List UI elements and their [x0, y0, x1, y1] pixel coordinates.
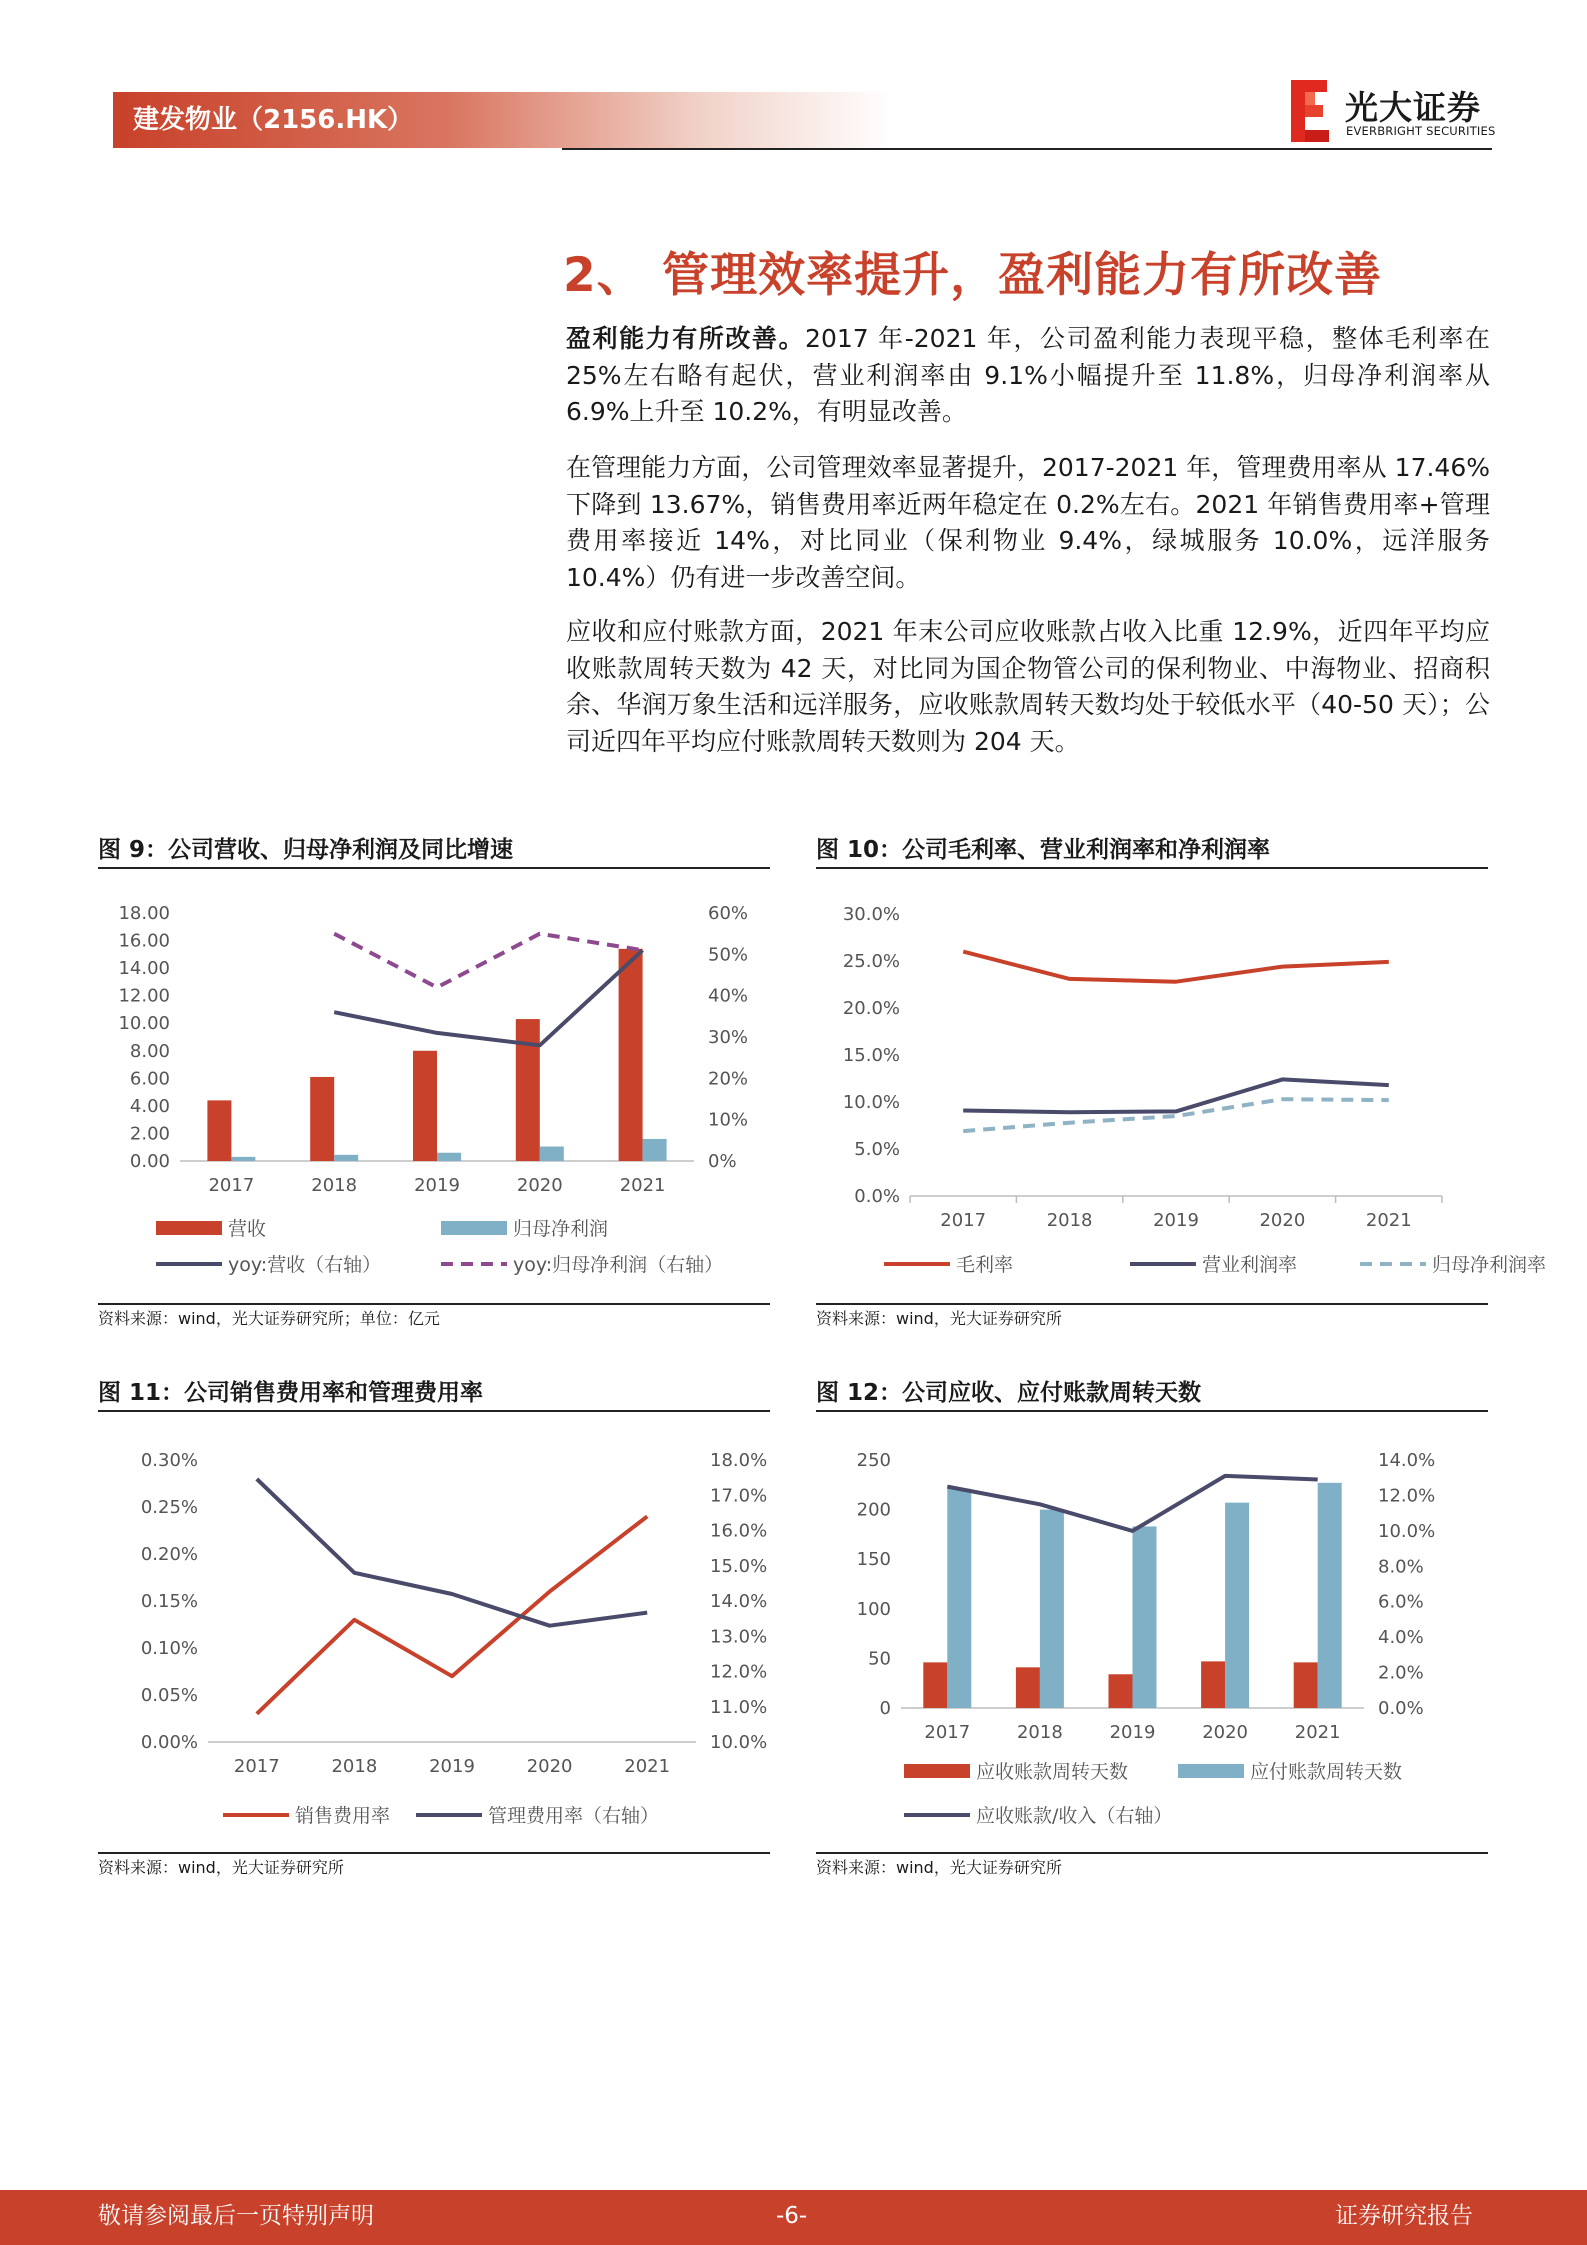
bar-fig9-s1-2020	[540, 1147, 564, 1161]
x-tick-label: 2021	[624, 1756, 671, 1777]
legend-swatch	[441, 1221, 507, 1235]
header-rule	[562, 148, 1492, 150]
y2-tick-label: 17.0%	[710, 1485, 768, 1507]
y-tick-label: 200	[856, 1499, 891, 1521]
y2-tick-label: 20%	[708, 1068, 749, 1090]
section-title: 2、 管理效率提升，盈利能力有所改善	[563, 248, 1383, 303]
x-tick-label: 2021	[1365, 1210, 1412, 1231]
paragraph-profitability	[566, 321, 1490, 431]
bar-fig12-s0-2020	[1201, 1661, 1225, 1708]
legend-label: 归母净利润率	[1432, 1254, 1547, 1276]
x-tick-label: 2017	[940, 1210, 987, 1231]
fig11-chart	[98, 1413, 770, 1851]
paragraph-lead: 盈利能力有所改善。	[566, 324, 806, 353]
bar-fig12-s0-2019	[1109, 1674, 1133, 1708]
x-tick-label: 2018	[331, 1756, 378, 1777]
bar-fig9-s0-2021	[619, 949, 643, 1161]
y-tick-label: 0.00%	[140, 1732, 198, 1753]
series-line-fig12-s2	[947, 1476, 1317, 1531]
fig9-chart	[98, 870, 770, 1300]
y-tick-label: 2.00	[129, 1123, 170, 1145]
fig9-top-rule	[98, 867, 770, 869]
y-tick-label: 8.00	[129, 1040, 170, 1062]
y-tick-label: 4.00	[129, 1095, 170, 1117]
y-tick-label: 6.00	[129, 1068, 170, 1090]
fig10-top-rule	[816, 867, 1488, 869]
fig11-source: 资料来源：wind，光大证券研究所	[98, 1858, 344, 1877]
bar-fig9-s0-2020	[516, 1019, 540, 1161]
fig12-title: 图 12：公司应收、应付账款周转天数	[816, 1380, 1202, 1406]
legend-swatch	[156, 1221, 222, 1235]
y2-tick-label: 13.0%	[710, 1626, 768, 1648]
fig9-bottom-rule	[98, 1303, 770, 1305]
legend-label: 毛利率	[956, 1254, 1014, 1276]
y2-tick-label: 6.0%	[1378, 1591, 1424, 1613]
bar-fig12-s0-2017	[923, 1662, 947, 1708]
series-line-fig9-s2	[334, 950, 642, 1045]
y2-tick-label: 50%	[708, 944, 749, 966]
y-tick-label: 12.00	[118, 985, 170, 1007]
y-tick-label: 10.0%	[842, 1092, 900, 1113]
bar-fig12-s0-2018	[1016, 1667, 1040, 1708]
y-tick-label: 25.0%	[842, 951, 900, 972]
x-tick-label: 2018	[1016, 1722, 1063, 1743]
y-tick-label: 10.00	[118, 1013, 170, 1035]
y2-tick-label: 12.0%	[710, 1661, 768, 1683]
logo-text-cn: 光大证券	[1345, 88, 1481, 127]
fig10-title: 图 10：公司毛利率、营业利润率和净利润率	[816, 837, 1271, 863]
fig11-title: 图 11：公司销售费用率和管理费用率	[98, 1380, 484, 1406]
y-tick-label: 0.05%	[140, 1685, 198, 1706]
paragraph-body: 2017 年-2021 年，公司盈利能力表现平稳，整体毛利率在 25%左右略有起伏，营业利润率由 9.1%小幅提升至 11.8%，归母净利润率从 6.9%上升至 10.2%，有明显改善。	[566, 324, 1490, 426]
y2-tick-label: 15.0%	[710, 1555, 768, 1577]
bar-fig12-s1-2019	[1133, 1526, 1157, 1708]
bar-fig12-s0-2021	[1294, 1662, 1318, 1708]
bar-fig9-s0-2019	[413, 1051, 437, 1161]
legend-label: yoy:归母净利润（右轴）	[513, 1254, 724, 1276]
y2-tick-label: 2.0%	[1378, 1662, 1424, 1684]
paragraph-receivables: 应收和应付账款方面，2021 年末公司应收账款占收入比重 12.9%，近四年平均应收账款周转天数为 42 天，对比同为国企物管公司的保利物业、中海物业、招商积余、华润万象生活和远洋服务，应收账款周转天数均处于较低水平（40-50 天）；公司近四年平均应付账款周转天数则为 204 天。	[566, 617, 1490, 756]
paragraph-management: 在管理能力方面，公司管理效率显著提升，2017-2021 年，管理费用率从 17.46%下降到 13.67%，销售费用率近两年稳定在 0.2%左右。2021 年销售费用率+管理费用率接近 14%，对比同业（保利物业 9.4%，绿城服务 10.0%，远洋服务 10.4%）仍有进一步改善空间。	[566, 453, 1490, 592]
y2-tick-label: 30%	[708, 1027, 749, 1048]
x-tick-label: 2018	[311, 1175, 358, 1196]
y-tick-label: 20.0%	[842, 998, 900, 1019]
x-tick-label: 2017	[208, 1175, 255, 1196]
y2-tick-label: 10.0%	[1378, 1520, 1436, 1542]
y-tick-label: 0.20%	[140, 1544, 198, 1565]
legend-label: 归母净利润	[513, 1218, 609, 1240]
bar-fig9-s1-2019	[437, 1153, 461, 1161]
y-tick-label: 0.15%	[140, 1591, 198, 1612]
x-tick-label: 2019	[1109, 1722, 1156, 1743]
bar-fig9-s0-2017	[207, 1100, 231, 1161]
y2-tick-label: 4.0%	[1378, 1627, 1424, 1649]
series-line-fig11-s0	[257, 1516, 647, 1713]
y-tick-label: 100	[856, 1598, 891, 1620]
x-tick-label: 2020	[1202, 1722, 1249, 1743]
legend-swatch	[1178, 1764, 1244, 1778]
y-tick-label: 0.0%	[854, 1186, 900, 1207]
bar-fig9-s1-2017	[231, 1157, 255, 1161]
y-tick-label: 0.30%	[140, 1450, 198, 1471]
bar-fig12-s1-2021	[1318, 1483, 1342, 1708]
y2-tick-label: 0%	[708, 1151, 737, 1172]
x-tick-label: 2020	[526, 1756, 573, 1777]
y-tick-label: 250	[856, 1450, 891, 1471]
y2-tick-label: 40%	[708, 985, 749, 1007]
series-line-fig10-s0	[963, 952, 1389, 982]
x-tick-label: 2019	[429, 1756, 475, 1777]
fig12-source: 资料来源：wind，光大证券研究所	[816, 1858, 1062, 1877]
fig12-chart	[816, 1413, 1488, 1851]
y-tick-label: 0.25%	[140, 1497, 198, 1518]
bar-fig9-s1-2021	[643, 1139, 667, 1161]
legend-label: 销售费用率	[295, 1805, 391, 1827]
legend-label: 应收账款周转天数	[976, 1761, 1129, 1783]
x-tick-label: 2019	[414, 1175, 460, 1196]
y2-tick-label: 14.0%	[1378, 1450, 1436, 1471]
x-tick-label: 2021	[1294, 1722, 1341, 1743]
x-tick-label: 2017	[233, 1756, 280, 1777]
fig12-top-rule	[816, 1410, 1488, 1412]
fig11-top-rule	[98, 1410, 770, 1412]
x-tick-label: 2018	[1046, 1210, 1093, 1231]
footer-page-number: -6-	[776, 2203, 808, 2229]
legend-label: yoy:营收（右轴）	[228, 1254, 382, 1276]
legend-label: 营收	[228, 1218, 267, 1240]
fig9-title: 图 9：公司营收、归母净利润及同比增速	[98, 837, 514, 863]
y2-tick-label: 60%	[708, 903, 749, 924]
fig9-source: 资料来源：wind，光大证券研究所；单位：亿元	[98, 1309, 440, 1328]
y2-tick-label: 10.0%	[710, 1732, 768, 1753]
series-line-fig11-s1	[257, 1479, 647, 1626]
bar-fig12-s1-2020	[1225, 1503, 1249, 1708]
y-tick-label: 0.00	[129, 1151, 170, 1172]
y-tick-label: 0.10%	[140, 1638, 198, 1659]
fig10-source: 资料来源：wind，光大证券研究所	[816, 1309, 1062, 1328]
bar-fig12-s1-2017	[947, 1489, 971, 1708]
y-tick-label: 18.00	[118, 903, 170, 924]
y-tick-label: 16.00	[118, 930, 170, 952]
fig10-bottom-rule	[816, 1303, 1488, 1305]
y2-tick-label: 0.0%	[1378, 1698, 1424, 1719]
y2-tick-label: 10%	[708, 1109, 749, 1131]
y-tick-label: 5.0%	[854, 1139, 900, 1160]
y-tick-label: 50	[868, 1648, 891, 1670]
logo-icon	[1291, 80, 1331, 142]
fig11-bottom-rule	[98, 1852, 770, 1854]
x-tick-label: 2020	[516, 1175, 563, 1196]
y-tick-label: 15.0%	[842, 1045, 900, 1066]
fig10-chart	[816, 870, 1547, 1300]
x-tick-label: 2021	[619, 1175, 666, 1196]
bar-fig9-s0-2018	[310, 1077, 334, 1161]
y-tick-label: 14.00	[118, 958, 170, 980]
footer-disclaimer: 敬请参阅最后一页特别声明	[98, 2203, 374, 2229]
footer-report-type: 证券研究报告	[1335, 2203, 1473, 2229]
logo-text-en: EVERBRIGHT SECURITIES	[1346, 124, 1496, 138]
fig12-bottom-rule	[816, 1852, 1488, 1854]
y2-tick-label: 16.0%	[710, 1520, 768, 1542]
bar-fig12-s1-2018	[1040, 1510, 1064, 1708]
y2-tick-label: 8.0%	[1378, 1556, 1424, 1578]
x-tick-label: 2017	[924, 1722, 971, 1743]
legend-label: 应收账款/收入（右轴）	[976, 1805, 1173, 1827]
header-company: 建发物业（2156.HK）	[133, 105, 414, 135]
x-tick-label: 2020	[1259, 1210, 1306, 1231]
x-tick-label: 2019	[1153, 1210, 1199, 1231]
series-line-fig10-s2	[963, 1099, 1389, 1131]
legend-label: 管理费用率（右轴）	[488, 1805, 660, 1827]
bar-fig9-s1-2018	[334, 1155, 358, 1161]
y2-tick-label: 18.0%	[710, 1450, 768, 1471]
legend-label: 应付账款周转天数	[1250, 1761, 1403, 1783]
y-tick-label: 150	[856, 1549, 891, 1571]
series-line-fig10-s1	[963, 1079, 1389, 1112]
y-tick-label: 0	[879, 1698, 891, 1719]
legend-label: 营业利润率	[1202, 1254, 1298, 1276]
y2-tick-label: 12.0%	[1378, 1485, 1436, 1507]
y2-tick-label: 11.0%	[710, 1696, 768, 1718]
y2-tick-label: 14.0%	[710, 1591, 768, 1612]
legend-swatch	[904, 1764, 970, 1778]
series-line-fig9-s3	[334, 934, 642, 988]
y-tick-label: 30.0%	[842, 904, 900, 925]
